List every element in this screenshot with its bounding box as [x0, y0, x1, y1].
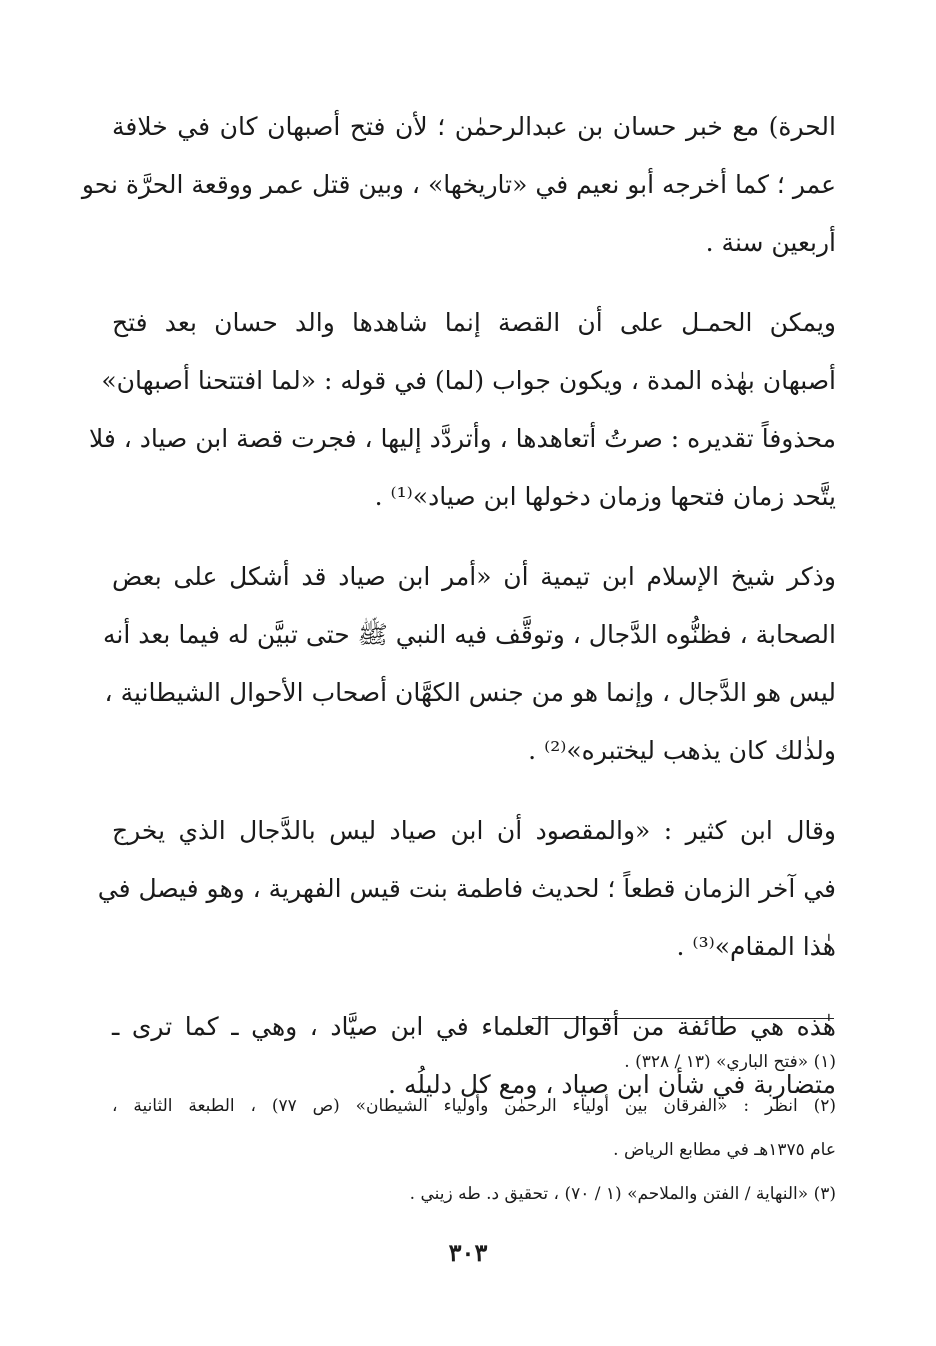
- text-line: ويمكن الحمـل على أن القصة إنما شاهدها والد حسان بعد فتح: [112, 308, 836, 337]
- paragraph: [97, 802, 836, 976]
- text-line: ليس هو الدَّجال ، وإنما هو من جنس الكهَّان أصحاب الأحوال الشيطانية ،: [104, 678, 836, 707]
- footnote-line: (٢) انظر : «الفرقان بين أولياء الرحمٰن وأولياء الشيطان» (ص ٧٧) ، الطبعة الثانية ،: [112, 1096, 836, 1116]
- paragraph: [103, 548, 836, 780]
- text-line: وقال ابن كثير : «والمقصود أن ابن صياد ليس بالدَّجال الذي يخرج: [112, 816, 836, 845]
- footnote-line: (١) «فتح الباري» (١٣ / ٣٢٨) .: [624, 1052, 836, 1072]
- text-line: متضاربة في شأن ابن صياد ، ومع كل دليلُه .: [388, 1070, 836, 1099]
- main-text: [81, 98, 836, 1114]
- text-line: هٰذا المقام»⁽³⁾ .: [676, 932, 836, 961]
- text-line: عمر ؛ كما أخرجه أبو نعيم في «تاريخها» ، وبين قتل عمر ووقعة الحرَّة نحو: [81, 170, 836, 199]
- text-line: ولذٰلك كان يذهب ليختبره»⁽²⁾ .: [528, 736, 836, 765]
- text-line: في آخر الزمان قطعاً ؛ لحديث فاطمة بنت قيس الفهرية ، وهو فيصل في: [97, 874, 836, 903]
- text-line: الصحابة ، فظنُّوه الدَّجال ، وتوقَّف فيه النبي ﷺ حتى تبيَّن له فيما بعد أنه: [103, 620, 836, 649]
- footnote-line: (٣) «النهاية / الفتن والملاحم» (١ / ٧٠) ، تحقيق د. طه زيني .: [409, 1184, 836, 1204]
- paragraph: [88, 294, 836, 526]
- text-line: أصبهان بهٰذه المدة ، ويكون جواب (لما) في قوله : «لما افتتحنا أصبهان»: [101, 366, 836, 395]
- paragraph: [81, 98, 836, 272]
- text-line: وذكر شيخ الإسلام ابن تيمية أن «أمر ابن صياد قد أشكل على بعض: [112, 562, 836, 591]
- page-number: ٣٠٣: [448, 1238, 488, 1267]
- text-line: هٰذه هي طائفة من أقوال العلماء في ابن صيَّاد ، وهي ـ كما ترى ـ: [112, 1012, 836, 1041]
- footnote-divider: [532, 1018, 834, 1019]
- text-line: محذوفاً تقديره : صرتُ أتعاهدها ، وأتردَّد إليها ، فجرت قصة ابن صياد ، فلا: [88, 424, 836, 453]
- text-line: الحرة) مع خبر حسان بن عبدالرحمٰن ؛ لأن فتح أصبهان كان في خلافة: [112, 112, 836, 141]
- text-line: يتَّحد زمان فتحها وزمان دخولها ابن صياد»⁽¹⁾ .: [374, 482, 836, 511]
- footnotes: [112, 1040, 836, 1216]
- text-line: أربعين سنة .: [705, 228, 836, 257]
- footnote-line: عام ١٣٧٥هـ في مطابع الرياض .: [613, 1140, 836, 1160]
